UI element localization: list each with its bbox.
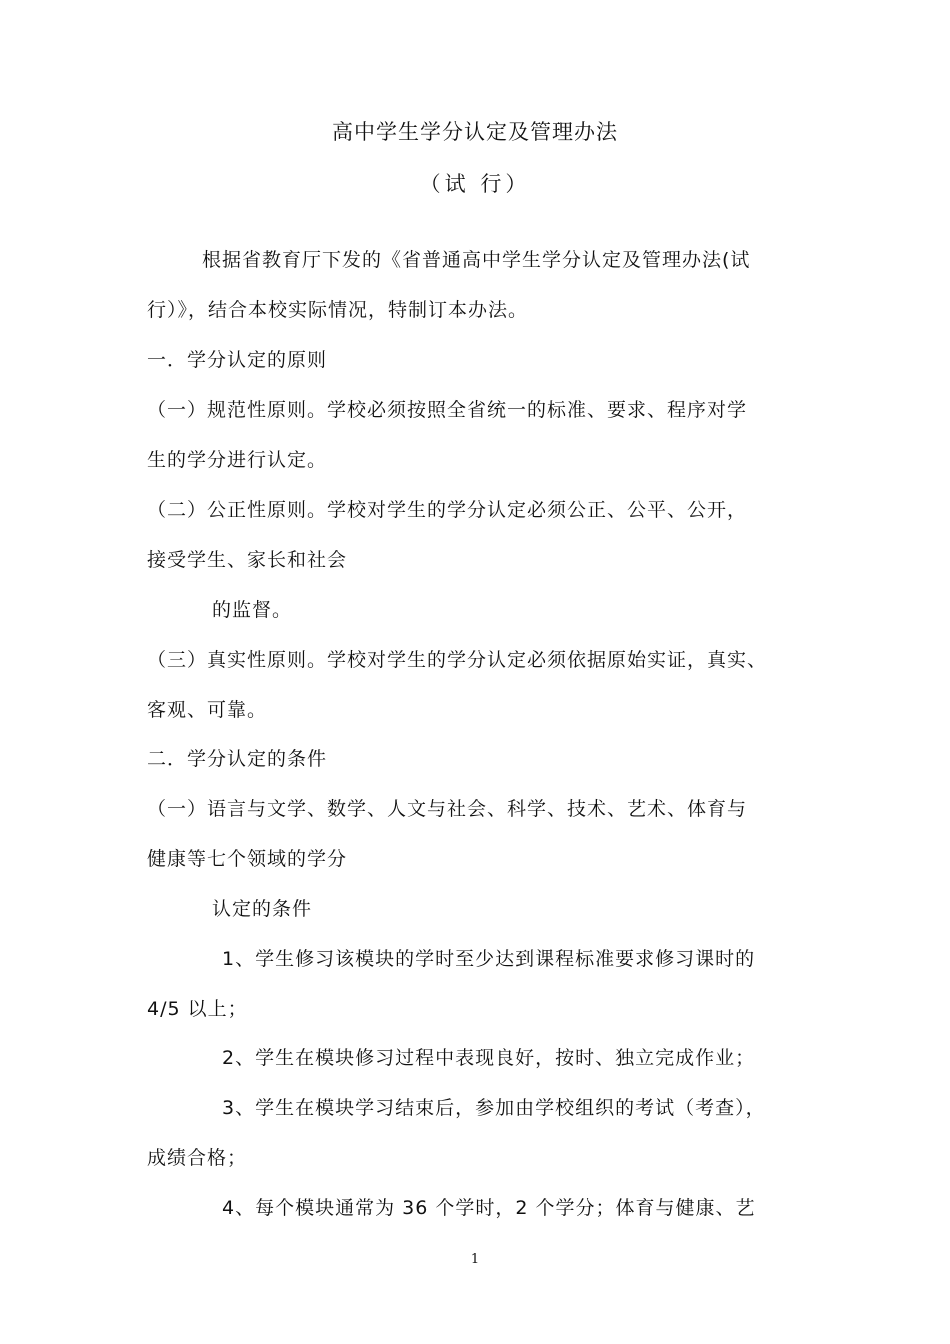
section-heading: 一．学分认定的原则 — [147, 349, 328, 371]
paragraph-line: 认定的条件 — [212, 898, 313, 920]
paragraph-line: （三）真实性原则。学校对学生的学分认定必须依据原始实证，真实、 — [147, 649, 768, 671]
document-subtitle: （试 行） — [419, 172, 531, 196]
page-number: 1 — [470, 1252, 480, 1267]
paragraph-line: 生的学分进行认定。 — [147, 449, 328, 471]
paragraph-line: （一）规范性原则。学校必须按照全省统一的标准、要求、程序对学 — [147, 399, 748, 421]
paragraph-line: 健康等七个领域的学分 — [147, 848, 348, 870]
paragraph-line: 客观、可靠。 — [147, 699, 268, 721]
document-title: 高中学生学分认定及管理办法 — [332, 120, 618, 144]
paragraph-line: 1、学生修习该模块的学时至少达到课程标准要求修习课时的 — [222, 948, 756, 970]
paragraph-line: 4、每个模块通常为 36 个学时，2 个学分；体育与健康、艺 — [222, 1197, 756, 1219]
paragraph-line: 行）》，结合本校实际情况，特制订本办法。 — [147, 299, 529, 321]
paragraph-line: 的监督。 — [212, 599, 293, 621]
paragraph-line: （二）公正性原则。学校对学生的学分认定必须公正、公平、公开， — [147, 499, 748, 521]
paragraph-line: 4/5 以上； — [147, 998, 248, 1020]
paragraph-line: 根据省教育厅下发的《省普通高中学生学分认定及管理办法(试 — [202, 249, 751, 271]
paragraph-line: 接受学生、家长和社会 — [147, 549, 348, 571]
paragraph-line: （一）语言与文学、数学、人文与社会、科学、技术、艺术、体育与 — [147, 798, 748, 820]
paragraph-line: 2、学生在模块修习过程中表现良好，按时、独立完成作业； — [222, 1047, 756, 1069]
paragraph-line: 3、学生在模块学习结束后，参加由学校组织的考试（考查）， — [222, 1097, 766, 1119]
section-heading: 二．学分认定的条件 — [147, 748, 328, 770]
paragraph-line: 成绩合格； — [147, 1147, 248, 1169]
